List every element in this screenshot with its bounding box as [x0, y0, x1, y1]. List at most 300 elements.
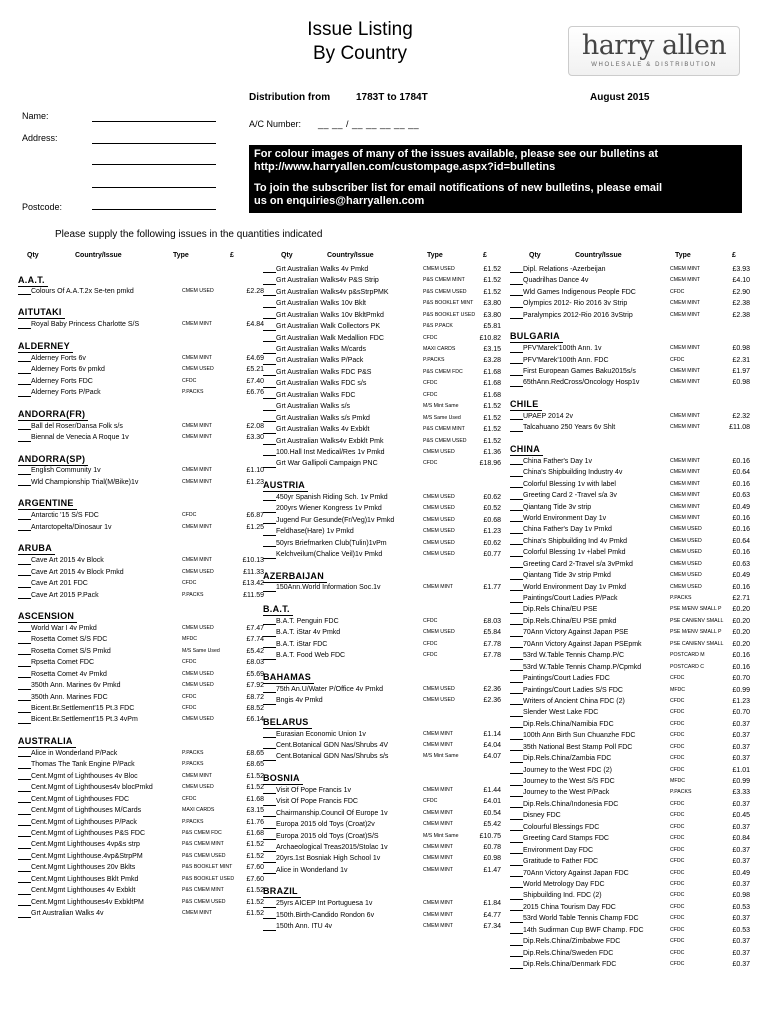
quantity-field[interactable]	[263, 421, 276, 422]
quantity-field[interactable]	[263, 558, 276, 559]
name-field[interactable]	[92, 121, 216, 122]
issue-price: £0.53	[732, 926, 750, 934]
quantity-field[interactable]	[18, 564, 31, 565]
issue-type: CFDC	[423, 380, 438, 387]
issue-name: Grt Australian Walks s/s	[276, 403, 351, 411]
quantity-field[interactable]	[263, 455, 276, 456]
quantity-field[interactable]	[263, 862, 276, 863]
issue-name: Wld Games Indigenous People FDC	[523, 288, 636, 296]
country-heading-label: BOSNIA	[263, 772, 303, 785]
address-field-line-2[interactable]	[92, 164, 216, 165]
issue-row	[263, 321, 505, 332]
ac-number-field[interactable]: __ __ / __ __ __ __ __	[318, 119, 420, 129]
issue-name: Journey to the West S/S FDC	[523, 778, 615, 786]
quantity-field[interactable]	[263, 512, 276, 513]
quantity-field[interactable]	[510, 716, 523, 717]
issue-type: CFDC	[670, 709, 685, 716]
issue-row	[263, 378, 505, 389]
issue-price: £3.80	[483, 311, 501, 319]
issue-price: £0.37	[732, 938, 750, 946]
issue-price: £0.70	[732, 675, 750, 683]
issue-name: Feldhase(Hare) 1v Pmkd	[276, 528, 354, 536]
quantity-field[interactable]	[263, 760, 276, 761]
issue-row	[510, 936, 755, 947]
issue-row	[510, 765, 755, 776]
issue-row	[18, 578, 264, 589]
quantity-field[interactable]	[510, 659, 523, 660]
quantity-field[interactable]	[263, 364, 276, 365]
quantity-field[interactable]	[510, 785, 523, 786]
issue-row	[263, 684, 505, 695]
issue-row	[510, 479, 755, 490]
quantity-field[interactable]	[263, 341, 276, 342]
quantity-field[interactable]	[510, 796, 523, 797]
issue-type: CMEM MINT	[423, 844, 453, 851]
issue-type: CMEM MINT	[182, 910, 212, 917]
issue-name: PFV'Marek'100th Ann. FDC	[523, 356, 609, 364]
issue-name: 350th Ann. Marines FDC	[31, 693, 108, 701]
country-heading-label: AZERBAIJAN	[263, 570, 327, 583]
issue-type: MFDC	[670, 778, 685, 785]
issue-name: World Environment Day 1v	[523, 514, 607, 522]
issue-row	[263, 808, 505, 819]
issue-price: £0.52	[483, 505, 501, 513]
postcode-field[interactable]	[92, 209, 216, 210]
issue-type: CFDC	[670, 800, 685, 807]
quantity-field[interactable]	[510, 842, 523, 843]
quantity-field[interactable]	[510, 899, 523, 900]
issue-type: PSE CAN/ENV SMALL	[670, 640, 724, 647]
quantity-field[interactable]	[18, 575, 31, 576]
issue-price: £0.37	[732, 858, 750, 866]
issue-price: £1.77	[483, 584, 501, 592]
quantity-field[interactable]	[18, 643, 31, 644]
quantity-field[interactable]	[263, 295, 276, 296]
quantity-field[interactable]	[263, 284, 276, 285]
issue-name: Qiantang Tide 3v strip	[523, 503, 592, 511]
issue-price: £1.52	[483, 437, 501, 445]
issue-type: CMEM USED	[670, 537, 702, 544]
quantity-field[interactable]	[18, 598, 31, 599]
issue-type: MFDC	[182, 636, 197, 643]
quantity-field[interactable]	[263, 444, 276, 445]
quantity-field[interactable]	[263, 500, 276, 501]
quantity-field[interactable]	[510, 830, 523, 831]
quantity-field[interactable]	[510, 670, 523, 671]
quantity-field[interactable]	[263, 398, 276, 399]
issue-type: P.PACKS	[182, 749, 204, 756]
quantity-field[interactable]	[263, 748, 276, 749]
issue-type: CMEM MINT	[423, 923, 453, 930]
quantity-field[interactable]	[18, 474, 31, 475]
quantity-field[interactable]	[510, 613, 523, 614]
quantity-field[interactable]	[18, 802, 31, 803]
issue-row	[510, 788, 755, 799]
issue-name: China's Shipbuilding Ind 4v Pmkd	[523, 537, 628, 545]
quantity-field[interactable]	[18, 712, 31, 713]
issue-name: World Metrology Day FDC	[523, 880, 605, 888]
quantity-field[interactable]	[263, 433, 276, 434]
title-line-1: Issue Listing	[307, 19, 413, 40]
quantity-field[interactable]	[263, 307, 276, 308]
quantity-field[interactable]	[510, 876, 523, 877]
quantity-field[interactable]	[18, 587, 31, 588]
issue-type: CMEM MINT	[423, 855, 453, 862]
issue-row	[18, 680, 264, 691]
quantity-field[interactable]	[510, 363, 523, 364]
quantity-field[interactable]	[18, 429, 31, 430]
issue-row	[510, 673, 755, 684]
quantity-field[interactable]	[510, 579, 523, 580]
issue-price: £0.77	[483, 551, 501, 559]
issue-row	[510, 662, 755, 673]
quantity-field[interactable]	[510, 773, 523, 774]
quantity-field[interactable]	[510, 375, 523, 376]
issue-name: 2015 China Tourism Day FDC	[523, 903, 616, 911]
quantity-field[interactable]	[263, 535, 276, 536]
issue-name: China Father's Day 1v Pmkd	[523, 526, 612, 534]
quantity-field[interactable]	[263, 816, 276, 817]
issue-row	[510, 513, 755, 524]
issue-type: CMEM USED	[670, 572, 702, 579]
issue-type: M/S Mint Same	[423, 403, 459, 410]
quantity-field[interactable]	[263, 805, 276, 806]
quantity-field[interactable]	[510, 693, 523, 694]
issue-price: £0.37	[732, 732, 750, 740]
quantity-field[interactable]	[510, 636, 523, 637]
col1-country-header: Country/Issue	[75, 252, 122, 259]
quantity-field[interactable]	[510, 922, 523, 923]
quantity-field[interactable]	[18, 689, 31, 690]
quantity-field[interactable]	[510, 704, 523, 705]
issue-price: £1.52	[246, 852, 264, 860]
quantity-field[interactable]	[510, 819, 523, 820]
issue-price: £0.37	[732, 800, 750, 808]
issue-row	[263, 695, 505, 706]
quantity-field[interactable]	[510, 968, 523, 969]
issue-row	[18, 839, 264, 850]
quantity-field[interactable]	[510, 499, 523, 500]
quantity-field[interactable]	[510, 295, 523, 296]
issue-name: Cent.Mgmt of Lighthouses P/Pack	[31, 818, 137, 826]
quantity-field[interactable]	[510, 307, 523, 308]
col3-price-header: £	[732, 252, 736, 259]
issue-name: Alice in Wonderland 1v	[276, 866, 348, 874]
issue-name: Visit Of Pope Francis FDC	[276, 798, 358, 806]
issue-name: B.A.T. Food Web FDC	[276, 652, 346, 660]
quantity-field[interactable]	[18, 859, 31, 860]
issue-name: Rpsetta Comet FDC	[31, 659, 95, 667]
issue-price: £6.76	[246, 389, 264, 397]
issue-price: £3.30	[246, 434, 264, 442]
issue-row	[510, 287, 755, 298]
issue-name: Alderney Forts P/Pack	[31, 389, 101, 397]
address-field-line-3[interactable]	[92, 187, 216, 188]
issue-type: CFDC	[670, 869, 685, 876]
quantity-field[interactable]	[510, 476, 523, 477]
issue-price: £0.20	[732, 617, 750, 625]
quantity-field[interactable]	[263, 647, 276, 648]
issue-name: Alice in Wonderland P/Pack	[31, 749, 118, 757]
issue-name: UPAEP 2014 2v	[523, 412, 573, 420]
quantity-field[interactable]	[263, 353, 276, 354]
quantity-field[interactable]	[18, 917, 31, 918]
col2-type-header: Type	[427, 252, 443, 259]
issue-row	[263, 526, 505, 537]
issue-price: £1.68	[483, 380, 501, 388]
quantity-field[interactable]	[18, 530, 31, 531]
quantity-field[interactable]	[263, 692, 276, 693]
quantity-field[interactable]	[263, 659, 276, 660]
quantity-field[interactable]	[18, 836, 31, 837]
quantity-field[interactable]	[510, 431, 523, 432]
quantity-field[interactable]	[263, 523, 276, 524]
quantity-field[interactable]	[18, 373, 31, 374]
quantity-field[interactable]	[510, 750, 523, 751]
issue-type: P&S P.PACK	[423, 323, 453, 330]
quantity-field[interactable]	[263, 907, 276, 908]
quantity-field[interactable]	[510, 807, 523, 808]
issue-name: 53rd W.Table Tennis Champ.P/C	[523, 652, 625, 660]
quantity-field[interactable]	[510, 624, 523, 625]
issue-row	[263, 583, 505, 594]
issue-type: CMEM MINT	[182, 321, 212, 328]
quantity-field[interactable]	[18, 328, 31, 329]
issue-type: CMEM MINT	[423, 809, 453, 816]
issue-row	[263, 413, 505, 424]
quantity-field[interactable]	[510, 910, 523, 911]
issue-price: £0.37	[732, 823, 750, 831]
quantity-field[interactable]	[18, 485, 31, 486]
issue-name: Slender West Lake FDC	[523, 709, 599, 717]
quantity-field[interactable]	[510, 556, 523, 557]
issue-type: CFDC	[182, 705, 197, 712]
quantity-field[interactable]	[18, 654, 31, 655]
issue-type: CMEM USED	[670, 560, 702, 567]
notice-line-3: To join the subscriber list for email notifications of new bulletins, please email	[254, 182, 663, 194]
quantity-field[interactable]	[18, 882, 31, 883]
quantity-field[interactable]	[18, 848, 31, 849]
issue-type: P&S CMEM USED	[182, 898, 226, 905]
issue-price: £1.76	[246, 818, 264, 826]
quantity-field[interactable]	[263, 918, 276, 919]
quantity-field[interactable]	[18, 677, 31, 678]
issue-price: £1.52	[483, 277, 501, 285]
quantity-field[interactable]	[510, 544, 523, 545]
quantity-field[interactable]	[510, 284, 523, 285]
issue-name: Grt Australian Walks 4v Exbklt	[276, 426, 370, 434]
issue-name: World War I 4v Pmkd	[31, 624, 97, 632]
quantity-field[interactable]	[510, 464, 523, 465]
quantity-field[interactable]	[263, 272, 276, 273]
issue-type: P.PACKS	[182, 761, 204, 768]
quantity-field[interactable]	[18, 871, 31, 872]
quantity-field[interactable]	[510, 727, 523, 728]
quantity-field[interactable]	[263, 636, 276, 637]
quantity-field[interactable]	[263, 704, 276, 705]
issue-type: CMEM MINT	[670, 300, 700, 307]
quantity-field[interactable]	[263, 387, 276, 388]
issue-type: CFDC	[670, 892, 685, 899]
issue-type: CFDC	[670, 938, 685, 945]
quantity-field[interactable]	[18, 779, 31, 780]
quantity-field[interactable]	[18, 756, 31, 757]
issue-row	[18, 759, 264, 770]
issue-row	[510, 685, 755, 696]
issue-name: Dip.Rels.China/Zimbabwe FDC	[523, 938, 621, 946]
issue-type: CMEM MINT	[670, 277, 700, 284]
quantity-field[interactable]	[510, 647, 523, 648]
quantity-field[interactable]	[263, 873, 276, 874]
quantity-field[interactable]	[263, 839, 276, 840]
issue-type: CMEM MINT	[182, 557, 212, 564]
quantity-field[interactable]	[263, 851, 276, 852]
issue-row	[510, 593, 755, 604]
issue-price: £2.36	[483, 685, 501, 693]
quantity-field[interactable]	[510, 318, 523, 319]
quantity-field[interactable]	[263, 467, 276, 468]
quantity-field[interactable]	[510, 933, 523, 934]
country-heading-label: AITUTAKI	[18, 306, 65, 319]
issue-row	[18, 555, 264, 566]
issue-name: Dip.Rels.China/Zambia FDC	[523, 755, 612, 763]
issue-row	[510, 490, 755, 501]
quantity-field[interactable]	[510, 272, 523, 273]
issue-row	[510, 913, 755, 924]
issue-name: PFV'Marek'100th Ann. 1v	[523, 345, 602, 353]
issue-type: CMEM MINT	[423, 730, 453, 737]
quantity-field[interactable]	[263, 591, 276, 592]
quantity-field[interactable]	[18, 519, 31, 520]
quantity-field[interactable]	[18, 791, 31, 792]
quantity-field[interactable]	[510, 521, 523, 522]
issue-name: 70Ann Victory Against Japan PSE	[523, 629, 629, 637]
country-heading	[18, 331, 260, 353]
issue-type: CMEM USED	[423, 551, 455, 558]
issue-price: £11.59	[243, 591, 264, 599]
quantity-field[interactable]	[510, 887, 523, 888]
quantity-field[interactable]	[263, 318, 276, 319]
issue-price: £7.78	[483, 640, 501, 648]
quantity-field[interactable]	[510, 682, 523, 683]
quantity-field[interactable]	[18, 768, 31, 769]
issue-name: 53rd World Table Tennis Champ FDC	[523, 915, 639, 923]
quantity-field[interactable]	[510, 853, 523, 854]
quantity-field[interactable]	[18, 700, 31, 701]
issue-row	[263, 287, 505, 298]
quantity-field[interactable]	[510, 865, 523, 866]
issue-row	[510, 605, 755, 616]
quantity-field[interactable]	[510, 533, 523, 534]
issue-price: £2.36	[483, 697, 501, 705]
quantity-field[interactable]	[263, 737, 276, 738]
issue-row	[510, 879, 755, 890]
issue-row	[263, 264, 505, 275]
quantity-field[interactable]	[510, 602, 523, 603]
issue-type: CFDC	[182, 580, 197, 587]
quantity-field[interactable]	[18, 361, 31, 362]
quantity-field[interactable]	[18, 825, 31, 826]
issue-name: Dip.Rels.China/Namibia FDC	[523, 720, 614, 728]
quantity-field[interactable]	[510, 352, 523, 353]
quantity-field[interactable]	[18, 631, 31, 632]
issue-row	[510, 696, 755, 707]
quantity-field[interactable]	[263, 375, 276, 376]
quantity-field[interactable]	[510, 945, 523, 946]
quantity-field[interactable]	[510, 590, 523, 591]
quantity-field[interactable]	[263, 793, 276, 794]
issue-type: CMEM MINT	[670, 345, 700, 352]
quantity-field[interactable]	[510, 739, 523, 740]
issue-name: Bicent.Br.Settlement'15 Pt.3 FDC	[31, 705, 135, 713]
issue-row	[510, 616, 755, 627]
quantity-field[interactable]	[510, 487, 523, 488]
issue-type: P&S CMEM FDC	[423, 368, 463, 375]
issue-row	[18, 771, 264, 782]
quantity-field[interactable]	[18, 441, 31, 442]
issue-row	[263, 796, 505, 807]
issue-price: £0.64	[732, 469, 750, 477]
quantity-field[interactable]	[18, 905, 31, 906]
quantity-field[interactable]	[18, 666, 31, 667]
issue-name: Thomas The Tank Engine P/Pack	[31, 761, 135, 769]
quantity-field[interactable]	[18, 396, 31, 397]
issue-price: £0.54	[483, 809, 501, 817]
issue-row	[510, 536, 755, 547]
quantity-field[interactable]	[18, 384, 31, 385]
quantity-field[interactable]	[18, 294, 31, 295]
issue-price: £5.81	[483, 323, 501, 331]
quantity-field[interactable]	[263, 546, 276, 547]
issue-name: Dip.Rels.China/Sweden FDC	[523, 949, 614, 957]
quantity-field[interactable]	[263, 930, 276, 931]
issue-price: £1.97	[732, 368, 750, 376]
quantity-field[interactable]	[510, 510, 523, 511]
quantity-field[interactable]	[510, 567, 523, 568]
issue-name: 70Ann Victory Against Japan PSEpmk	[523, 640, 642, 648]
issue-name: Talcahuano 250 Years 6v Shlt	[523, 424, 616, 432]
notice-line-2: http://www.harryallen.com/custompage.aspx?id=bulletins	[254, 161, 556, 173]
quantity-field[interactable]	[18, 894, 31, 895]
quantity-field[interactable]	[510, 762, 523, 763]
issue-price: £0.84	[732, 835, 750, 843]
issue-row	[510, 902, 755, 913]
issue-row	[263, 729, 505, 740]
quantity-field[interactable]	[510, 386, 523, 387]
issue-type: CFDC	[182, 377, 197, 384]
issue-name: Grt Australian Walks 10v Bklt	[276, 300, 366, 308]
quantity-field[interactable]	[18, 814, 31, 815]
quantity-field[interactable]	[510, 419, 523, 420]
issue-row	[510, 378, 755, 389]
quantity-field[interactable]	[263, 330, 276, 331]
issue-type: CFDC	[670, 846, 685, 853]
issue-row	[18, 387, 264, 398]
quantity-field[interactable]	[18, 723, 31, 724]
quantity-field[interactable]	[263, 410, 276, 411]
issue-row	[510, 547, 755, 558]
issue-name: Writers of Ancient China FDC (2)	[523, 697, 625, 705]
address-field-line-1[interactable]	[92, 143, 216, 144]
quantity-field[interactable]	[263, 624, 276, 625]
quantity-field[interactable]	[510, 956, 523, 957]
issue-row	[510, 639, 755, 650]
issue-name: Grt Australian Walk Collectors PK	[276, 323, 380, 331]
issue-type: CFDC	[182, 512, 197, 519]
issue-row	[263, 401, 505, 412]
quantity-field[interactable]	[263, 828, 276, 829]
country-heading	[18, 488, 260, 510]
